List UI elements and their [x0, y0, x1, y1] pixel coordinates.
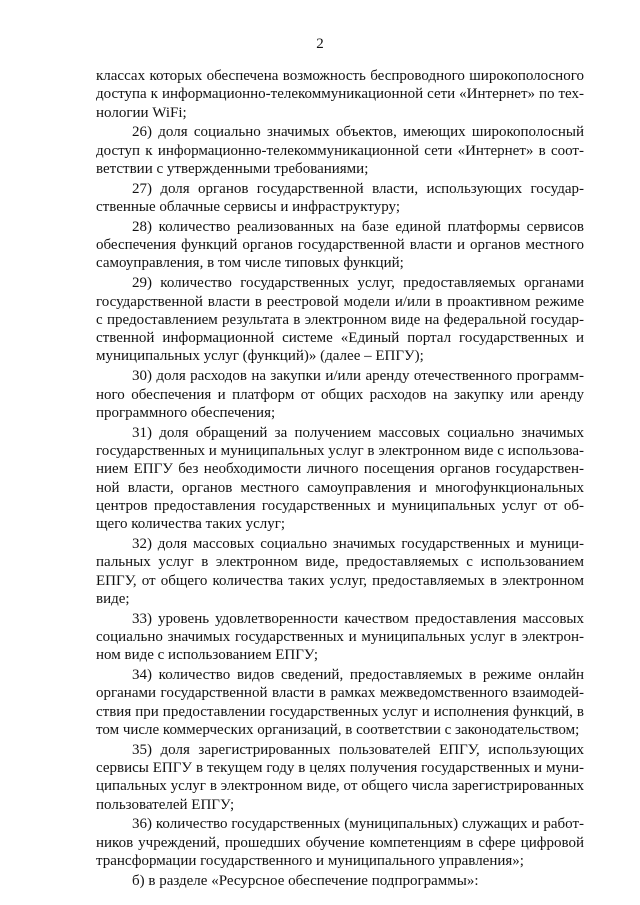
- paragraph-item-26: 26) доля социально значимых объектов, имеющих широкополосный доступ к информационно-телекоммуникационной сети «Интернет» в соответствии с утвержденными требованиями;: [96, 124, 584, 177]
- document-body: [96, 67, 584, 892]
- paragraph-item-30: 30) доля расходов на закупки и/или аренду отечественного программного обеспечения и платформ от общих расходов на закупку или аренду программного обеспечения;: [96, 368, 584, 421]
- page-number: 2: [316, 36, 324, 52]
- paragraph-item-36: 36) количество государственных (муниципальных) служащих и работников учреждений, прошедших обучение компетенциям в сфере цифровой трансформации государственного и муниципального управления»;: [96, 816, 584, 869]
- paragraph-item-32: 32) доля массовых социально значимых государственных и муниципальных услуг в электронном виде, предоставляемых с использованием ЕПГУ, от общего количества таких услуг, предоставляемых в электронном виде;: [96, 535, 584, 607]
- paragraph-item-27: 27) доля органов государственной власти, использующих государственные облачные сервисы и инфраструктуру;: [96, 180, 584, 216]
- paragraph-item-33: 33) уровень удовлетворенности качеством предоставления массовых социально значимых государственных и муниципальных услуг в электронном виде с использованием ЕПГУ;: [96, 610, 584, 664]
- paragraph-subsection-b: б) в разделе «Ресурсное обеспечение подпрограммы»:: [132, 872, 479, 889]
- paragraph-item-28: 28) количество реализованных на базе единой платформы сервисов обеспечения функций органов государственной власти и органов местного самоуправления, в том числе типовых функций;: [96, 218, 584, 272]
- paragraph-item-31: 31) доля обращений за получением массовых социально значимых государственных и муниципальных услуг в электронном виде с использованием ЕПГУ без необходимости личного посещения органов государственной власти, органов местного самоуправления и многофункциональных центров предоставления государственных и муниципальных услуг от общего количества таких услуг;: [96, 424, 584, 533]
- paragraph-item-35: 35) доля зарегистрированных пользователей ЕПГУ, использующих сервисы ЕПГУ в текущем году в целях получения государственных и муниципальных услуг в электронном виде, от общего числа зарегистрированных пользователей ЕПГУ;: [96, 741, 584, 813]
- paragraph-item-34: 34) количество видов сведений, предоставляемых в режиме онлайн органами государственной власти в рамках межведомственного взаимодействия при предоставлении государственных услуг и исполнения функций, в том числе коммерческих организаций, в соответствии с законодательством;: [96, 667, 584, 738]
- paragraph-continuation: классах которых обеспечена возможность беспроводного широкополосного доступа к информационно-телекоммуникационной сети «Интернет» по технологии WiFi;: [96, 68, 584, 121]
- paragraph-item-29: 29) количество государственных услуг, предоставляемых органами государственной власти в реестровой модели и/или в проактивном режиме с предоставлением результата в электронном виде на федеральной государственной информационной системе «Единый портал государственных и муниципальных услуг (функций)» (далее – ЕПГУ);: [96, 275, 584, 365]
